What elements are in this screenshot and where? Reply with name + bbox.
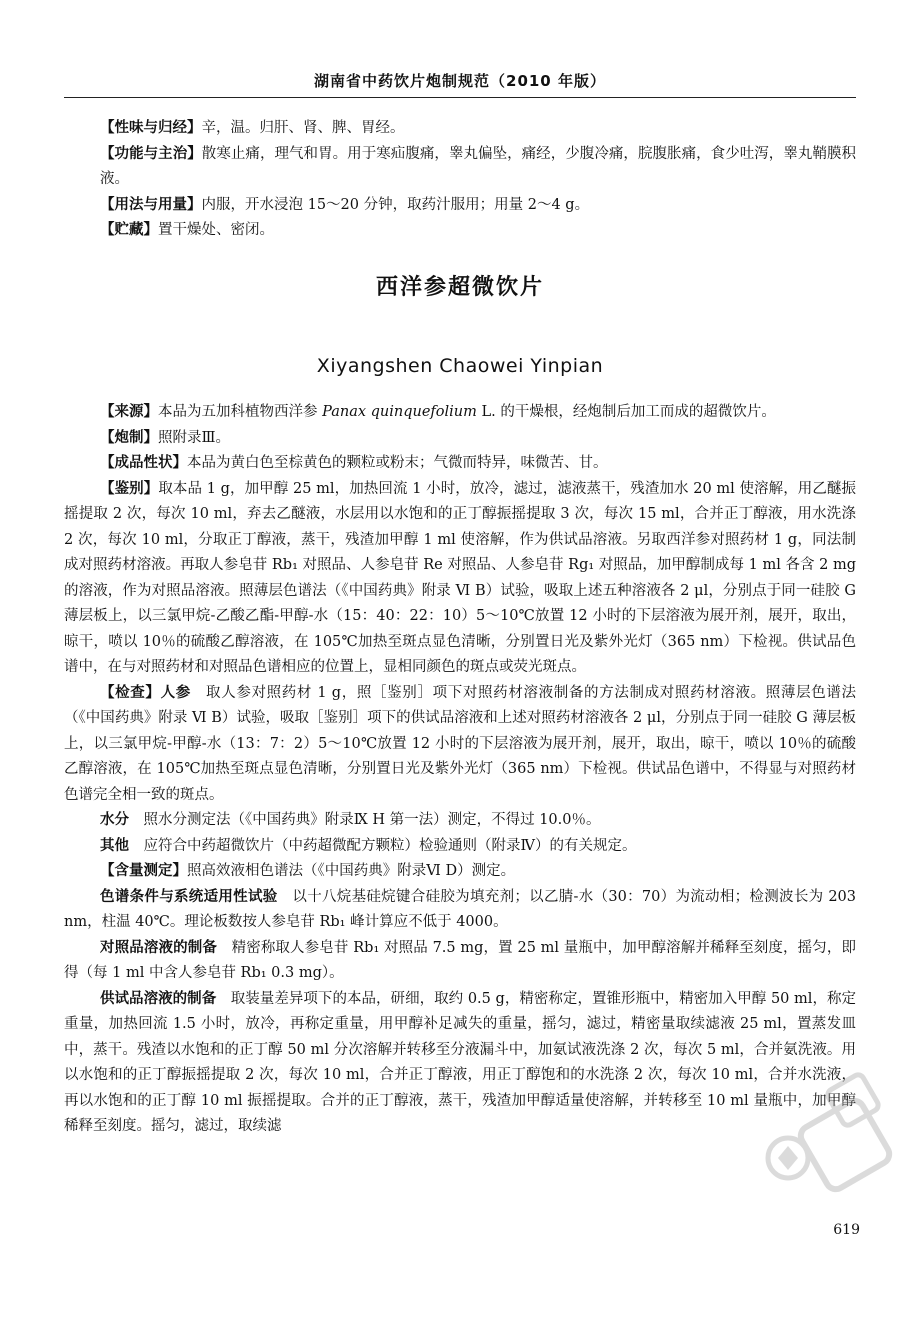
paozhi-paragraph: [64, 426, 856, 452]
jianbie-label: 【鉴别】: [100, 480, 159, 497]
jianbie-paragraph: [64, 477, 856, 681]
laiyuan-paragraph: [64, 400, 856, 426]
jianbie-text: 取本品 1 g，加甲醇 25 ml，加热回流 1 小时，放冷，滤过，滤液蒸干，残渣加水 20 ml 使溶解，用乙醚振摇提取 2 次，每次 10 ml，弃去乙醚液，水层用以水饱和的正丁醇振摇提取 3 次，每次 15 ml，合并正丁醇液，用水洗涤 2 次，每次 10 ml，分取正丁醇液，蒸干，残渣加甲醇 1 ml 使溶解，作为供试品溶液。另取西洋参对照药材 1 g，同法制成对照药材溶液。再取人参皂苷 Rb₁ 对照品、人参皂苷 Re 对照品、人参皂苷 Rg₁ 对照品，加甲醇制成每 1 ml 各含 2 mg 的溶液，作为对照品溶液。照薄层色谱法（《中国药典》附录 Ⅵ B）试验，吸取上述五种溶液各 2 μl，分别点于同一硅胶 G 薄层板上，以三氯甲烷-乙酸乙酯-甲醇-水（15：40：22：10）5～10℃放置 12 小时的下层溶液为展开剂，展开，取出，晾干，喷以 10％的硫酸乙醇溶液，在 105℃加热至斑点显色清晰，分别置日光及紫外光灯（365 nm）下检视。供试品色谱中，在与对照药材和对照品色谱相应的位置上，显相同颜色的斑点或荧光斑点。: [64, 480, 857, 675]
chengpin-paragraph: [64, 451, 856, 477]
shuifen-label: 水分: [100, 812, 129, 828]
jiancha-label: 【检查】: [100, 684, 161, 701]
gongneng-label: 【功能与主治】: [100, 145, 202, 162]
qita-label: 其他: [100, 837, 129, 854]
zhucang-text: 置干燥处、密闭。: [158, 222, 274, 238]
monograph-pinyin-title: Xiyangshen Chaowei Yinpian: [316, 355, 604, 377]
duizhao-label: 对照品溶液的制备: [100, 939, 217, 956]
sepu-paragraph: [64, 885, 856, 936]
paozhi-text: 照附录Ⅲ。: [158, 429, 230, 446]
yongfa-paragraph: [100, 193, 856, 219]
shuifen-paragraph: [64, 808, 856, 834]
monograph-title: 西洋参超微饮片: [375, 275, 544, 300]
xingwei-paragraph: [100, 116, 856, 142]
yongfa-label: 【用法与用量】: [100, 196, 202, 213]
hanliang-text: 照高效液相色谱法（《中国药典》附录Ⅵ D）测定。: [187, 863, 516, 879]
gongneng-paragraph: [64, 142, 856, 193]
duizhao-paragraph: [64, 936, 856, 987]
jiancha-text: 取人参对照药材 1 g，照［鉴别］项下对照药材溶液制备的方法制成对照药材溶液。照薄层色谱法（《中国药典》附录 Ⅵ B）试验，吸取［鉴别］项下的供试品溶液和上述对照药材溶液各 2 μl，分别点于同一硅胶 G 薄层板上，以三氯甲烷-甲醇-水（13：7：2）5～10℃放置 12 小时的下层溶液为展开剂，展开，取出，晾干，喷以 10％的硫酸乙醇溶液，在 105℃加热至斑点显色清晰，分别置日光及紫外光灯（365 nm）下检视。供试品色谱中，不得显与对照药材色谱完全相一致的斑点。: [64, 684, 857, 803]
sepu-text: 以十八烷基硅烷键合硅胶为填充剂；以乙腈-水（30：70）为流动相；检测波长为 203 nm，柱温 40℃。理论板数按人参皂苷 Rb₁ 峰计算应不低于 4000。: [64, 888, 857, 930]
shuifen-text: 照水分测定法（《中国药典》附录Ⅸ H 第一法）测定，不得过 10.0％。: [143, 812, 601, 828]
running-header: 湖南省中药饮片炮制规范（2010 年版）: [314, 72, 606, 90]
hanliang-paragraph: [64, 859, 856, 885]
gongneng-text: 散寒止痛，理气和胃。用于寒疝腹痛，睾丸偏坠，痛经，少腹冷痛，脘腹胀痛，食少吐泻，睾丸鞘膜积液。: [100, 145, 857, 187]
laiyuan-text-b: L. 的干燥根，经炮制后加工而成的超微饮片。: [476, 404, 776, 420]
jiancha-sub-label: 人参: [160, 684, 191, 701]
header-rule: [64, 97, 856, 98]
gongshi-label: 供试品溶液的制备: [100, 990, 217, 1007]
yongfa-text: 内服，开水浸泡 15～20 分钟，取药汁服用；用量 2～4 g。: [201, 196, 590, 213]
duizhao-text: 精密称取人参皂苷 Rb₁ 对照品 7.5 mg，置 25 ml 量瓶中，加甲醇溶解并稀释至刻度，摇匀，即得（每 1 ml 中含人参皂苷 Rb₁ 0.3 mg）。: [64, 939, 857, 981]
gongshi-text: 取装量差异项下的本品，研细，取约 0.5 g，精密称定，置锥形瓶中，精密加入甲醇 50 ml，称定重量，加热回流 1.5 小时，放冷，再称定重量，用甲醇补足减失的重量，摇匀，滤过，精密量取续滤液 25 ml，置蒸发皿中，蒸干。残渣以水饱和的正丁醇 50 ml 分次溶解并转移至分液漏斗中，加氨试液洗涤 2 次，每次 5 ml，合并氨洗液。用以水饱和的正丁醇振摇提取 2 次，每次 10 ml，合并正丁醇液，用正丁醇饱和的水洗涤 2 次，每次 10 ml，合并水洗液，再以水饱和的正丁醇 10 ml 振摇提取。合并的正丁醇液，蒸干，残渣加甲醇适量使溶解，并转移至 10 ml 量瓶中，加甲醇稀释至刻度。摇匀，滤过，取续滤: [64, 990, 856, 1134]
zhucang-paragraph: [100, 218, 856, 244]
sepu-label: 色谱条件与系统适用性试验: [100, 888, 278, 905]
laiyuan-text-a: 本品为五加科植物西洋参: [158, 404, 323, 420]
zhucang-label: 【贮藏】: [100, 222, 158, 238]
qita-text: 应符合中药超微饮片（中药超微配方颗粒）检验通则（附录Ⅳ）的有关规定。: [143, 837, 637, 854]
monograph-body: [64, 400, 856, 1140]
xingwei-label: 【性味与归经】: [100, 120, 202, 136]
paozhi-label: 【炮制】: [100, 429, 158, 446]
chengpin-text: 本品为黄白色至棕黄色的颗粒或粉末；气微而特异，味微苦、甘。: [187, 455, 608, 471]
gongshi-paragraph: [64, 987, 856, 1140]
latin-name: Panax quinquefolium: [322, 404, 477, 420]
page-number: 619: [833, 1222, 860, 1238]
jiancha-paragraph: [64, 681, 856, 809]
qita-paragraph: [64, 834, 856, 860]
laiyuan-label: 【来源】: [100, 404, 158, 420]
hanliang-label: 【含量测定】: [100, 863, 187, 879]
chengpin-label: 【成品性状】: [100, 455, 187, 471]
previous-entry-tail: [100, 116, 856, 244]
xingwei-text: 辛，温。归肝、肾、脾、胃经。: [201, 120, 405, 136]
